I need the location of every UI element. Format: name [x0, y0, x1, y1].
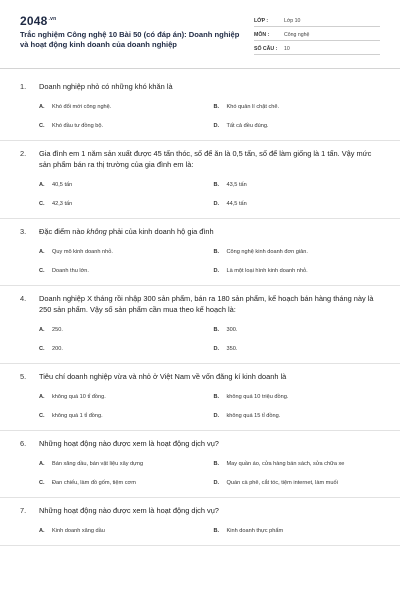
question-text	[20, 438, 380, 449]
question-number: 4.	[20, 294, 27, 303]
answer-text: 43,5 tấn	[226, 181, 247, 188]
answer-text: 200.	[52, 345, 63, 352]
answer-letter: A.	[39, 103, 45, 110]
answer-text: không quá 1 tỉ đồng.	[52, 412, 103, 419]
answer-letter: C.	[39, 412, 45, 419]
meta-subject-label: MÔN :	[254, 32, 270, 38]
answer-d[interactable]	[214, 116, 381, 135]
answer-text: Quy mô kinh doanh nhỏ.	[52, 248, 113, 255]
answer-letter: B.	[213, 248, 220, 255]
question-body: Gia đình em 1 năm sản xuất được 45 tấn thóc, số để ăn là 0,5 tấn, số để làm giống là 1 tấn. Vậy mức sản phẩm bán ra thị trường của gia đình em là:	[39, 149, 372, 169]
meta-subject-value: Công nghệ	[284, 32, 310, 38]
answer-letter: C.	[39, 122, 45, 129]
answer-text: Khó quản lí chặt chẽ.	[226, 103, 280, 110]
answer-letter: D.	[213, 267, 220, 274]
answer-a[interactable]	[39, 242, 206, 261]
answer-text: Doanh thu lớn.	[52, 267, 89, 274]
question-5	[0, 364, 400, 431]
question-text	[20, 371, 380, 382]
answer-grid	[20, 387, 380, 430]
question-number: 3.	[20, 227, 27, 236]
answer-letter: C.	[39, 479, 45, 486]
question-text	[20, 148, 380, 170]
answer-a[interactable]	[39, 97, 206, 116]
answer-letter: B.	[213, 527, 220, 534]
question-body-start: Đặc điểm nào	[39, 227, 87, 236]
answer-grid	[20, 242, 380, 285]
question-number: 6.	[20, 439, 27, 448]
question-4	[0, 286, 400, 364]
answer-b[interactable]	[214, 521, 381, 540]
logo-text: 2048	[20, 14, 48, 28]
answer-text: 250.	[52, 326, 63, 333]
answer-text: 300.	[226, 326, 238, 333]
answer-c[interactable]	[39, 194, 206, 213]
meta-class-row	[254, 14, 380, 27]
answer-text: Là một loại hình kinh doanh nhỏ.	[226, 267, 308, 274]
answer-letter: A.	[39, 527, 45, 534]
answer-b[interactable]	[214, 387, 381, 406]
question-text	[20, 505, 380, 516]
question-body: Tiêu chí doanh nghiệp vừa và nhỏ ở Việt Nam về vốn đăng kí kinh doanh là	[39, 372, 287, 381]
answer-letter: A.	[39, 326, 45, 333]
answer-b[interactable]	[214, 242, 381, 261]
answer-letter: D.	[213, 345, 220, 352]
answer-text: Kinh doanh thực phẩm	[226, 527, 284, 534]
answer-letter: D.	[213, 200, 220, 207]
question-text	[20, 293, 380, 315]
answer-d[interactable]	[214, 339, 381, 358]
question-3	[0, 219, 400, 286]
question-body: Doanh nghiệp X tháng rồi nhập 300 sản phẩm, bán ra 180 sản phẩm, kế hoạch bán hàng tháng này là 250 sản phẩm. Vậy số sản phẩm cần mua theo kế hoạch là:	[39, 294, 374, 314]
answer-a[interactable]	[39, 454, 206, 473]
answer-letter: B.	[213, 393, 220, 400]
question-body	[39, 226, 380, 237]
answer-letter: D.	[213, 412, 220, 419]
question-number: 2.	[20, 149, 27, 158]
question-body: Doanh nghiệp nhỏ có những khó khăn là	[39, 82, 173, 91]
meta-class-value: Lớp 10	[284, 18, 301, 24]
site-logo[interactable]	[20, 14, 56, 28]
question-text	[20, 226, 380, 237]
answer-a[interactable]	[39, 320, 206, 339]
answer-c[interactable]	[39, 116, 206, 135]
answer-text: không quá 10 tỉ đồng.	[52, 393, 106, 400]
meta-count-row	[254, 42, 380, 55]
answer-a[interactable]	[39, 175, 206, 194]
answer-a[interactable]	[39, 387, 206, 406]
answer-b[interactable]	[214, 320, 381, 339]
answer-text: Khó đổi mới công nghệ.	[52, 103, 112, 110]
answer-c[interactable]	[39, 406, 206, 425]
answer-text: không quá 15 tỉ đồng.	[226, 412, 281, 419]
page-title: Trắc nghiệm Công nghệ 10 Bài 50 (có đáp án): Doanh nghiệp và hoạt động kinh doanh của doanh nghiệp	[20, 30, 240, 49]
meta-class-label: LỚP :	[254, 18, 269, 24]
question-text	[20, 81, 380, 92]
question-list	[0, 74, 400, 546]
answer-letter: B.	[213, 181, 220, 188]
answer-text: Kinh doanh xăng dầu	[52, 527, 105, 534]
question-6	[0, 431, 400, 498]
question-body: Những hoạt động nào được xem là hoạt động dịch vụ?	[39, 506, 219, 515]
question-2	[0, 141, 400, 219]
quiz-meta	[254, 14, 380, 56]
page-header	[0, 0, 400, 66]
header-divider	[0, 68, 400, 69]
answer-letter: C.	[39, 345, 45, 352]
answer-grid	[20, 97, 380, 140]
answer-letter: B.	[213, 460, 220, 467]
question-7	[0, 498, 400, 546]
answer-text: Khó đầu tư đồng bộ.	[52, 122, 104, 129]
meta-count-value: 10	[284, 46, 290, 52]
answer-text: 44,5 tấn	[226, 200, 247, 207]
answer-d[interactable]	[214, 473, 381, 492]
answer-letter: C.	[39, 267, 45, 274]
question-1	[0, 74, 400, 141]
answer-letter: A.	[39, 393, 45, 400]
answer-letter: B.	[213, 326, 220, 333]
question-number: 1.	[20, 82, 27, 91]
answer-text: không quá 10 triệu đồng.	[226, 393, 289, 400]
answer-d[interactable]	[214, 261, 381, 280]
answer-text: Đan chiếu, làm đồ gốm, tiệm cơm	[52, 479, 136, 486]
answer-text: May quần áo, cửa hàng bán sách, sửa chữa xe	[226, 460, 345, 467]
answer-text: Công nghệ kinh doanh đơn giản.	[226, 248, 308, 255]
answer-grid	[20, 521, 380, 545]
question-body-emphasis: không	[86, 227, 107, 236]
answer-text: 40,5 tấn	[52, 181, 73, 188]
answer-d[interactable]	[214, 194, 381, 213]
answer-b[interactable]	[214, 175, 381, 194]
answer-letter: A.	[39, 460, 45, 467]
meta-subject-row	[254, 28, 380, 41]
answer-d[interactable]	[214, 406, 381, 425]
answer-text: 42,3 tấn	[52, 200, 73, 207]
answer-b[interactable]	[214, 454, 381, 473]
answer-c[interactable]	[39, 473, 206, 492]
answer-text: Quán cà phê, cắt tóc, tiệm internet, làm muối	[226, 479, 338, 486]
answer-c[interactable]	[39, 261, 206, 280]
answer-letter: A.	[39, 181, 45, 188]
answer-letter: B.	[213, 103, 220, 110]
answer-letter: C.	[39, 200, 45, 207]
answer-c[interactable]	[39, 339, 206, 358]
answer-grid	[20, 320, 380, 363]
question-number: 5.	[20, 372, 27, 381]
answer-grid	[20, 175, 380, 218]
answer-text: Bán xăng dầu, bán vật liệu xây dựng	[52, 460, 144, 467]
answer-text: 350.	[226, 345, 238, 352]
answer-grid	[20, 454, 380, 497]
question-body-end: phải của kinh doanh hộ gia đình	[106, 227, 214, 236]
answer-letter: D.	[213, 122, 220, 129]
answer-b[interactable]	[214, 97, 381, 116]
meta-count-label: SỐ CÂU :	[254, 46, 278, 52]
answer-a[interactable]	[39, 521, 206, 540]
answer-letter: A.	[39, 248, 45, 255]
logo-suffix: .vn	[48, 16, 57, 22]
answer-text: Tất cả đều đúng.	[226, 122, 269, 129]
question-number: 7.	[20, 506, 27, 515]
answer-letter: D.	[213, 479, 220, 486]
question-body: Những hoạt động nào được xem là hoạt động dịch vụ?	[39, 439, 219, 448]
